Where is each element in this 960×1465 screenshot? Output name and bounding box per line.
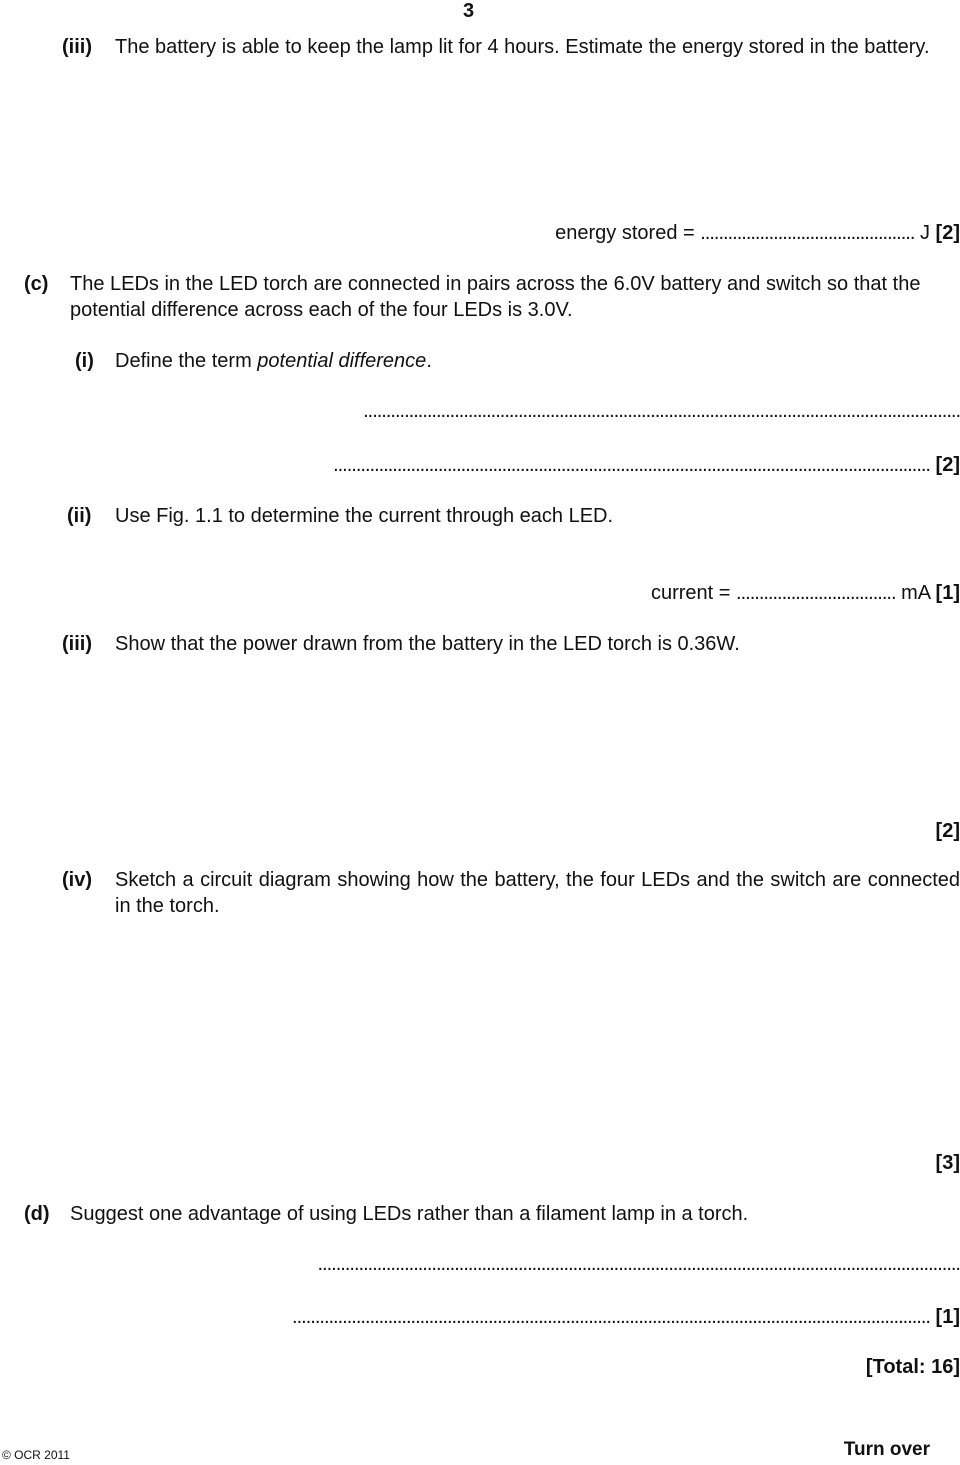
copyright: © OCR 2011 bbox=[2, 1448, 70, 1462]
answer-line-1: ................................................................................................................................... bbox=[363, 400, 960, 422]
answer-dots: ................................................................................................................................... bbox=[333, 454, 930, 476]
question-text: Suggest one advantage of using LEDs rather than a filament lamp in a torch. bbox=[70, 1203, 749, 1225]
answer-dots: ............................................................................................................................................ bbox=[292, 1306, 930, 1328]
marks: [2] bbox=[935, 222, 960, 244]
marks: [1] bbox=[935, 582, 960, 604]
answer-line-2 bbox=[115, 452, 960, 478]
question-label: (c) bbox=[24, 273, 49, 295]
answer-unit: mA bbox=[901, 582, 930, 604]
answer-dots: ................................... bbox=[736, 582, 896, 604]
answer-line bbox=[400, 580, 960, 606]
question-label: (i) bbox=[75, 350, 94, 372]
question-label: (iii) bbox=[62, 633, 92, 655]
answer-dots: ............................................... bbox=[700, 222, 915, 244]
marks: [1] bbox=[935, 1306, 960, 1328]
turn-over: Turn over bbox=[843, 1439, 930, 1460]
page-number: 3 bbox=[463, 0, 475, 22]
answer-line-2 bbox=[70, 1304, 960, 1330]
question-label: (ii) bbox=[67, 505, 92, 527]
question-label: (d) bbox=[24, 1203, 50, 1225]
total-marks: [Total: 16] bbox=[865, 1356, 960, 1378]
italic-term: potential difference bbox=[257, 350, 427, 372]
question-text: Sketch a circuit diagram showing how the battery, the four LEDs and the switch are connected in the torch. bbox=[115, 869, 960, 917]
question-text bbox=[115, 348, 432, 374]
answer-line bbox=[300, 220, 960, 246]
marks: [2] bbox=[935, 820, 960, 842]
answer-line-1: ............................................................................................................................................. bbox=[317, 1253, 960, 1275]
marks: [2] bbox=[935, 454, 960, 476]
question-label: (iv) bbox=[62, 869, 92, 891]
question-text: Show that the power drawn from the battery in the LED torch is 0.36W. bbox=[115, 633, 740, 655]
answer-prefix: energy stored = bbox=[555, 222, 695, 244]
question-text: Use Fig. 1.1 to determine the current through each LED. bbox=[115, 505, 614, 527]
text-fragment: Define the term bbox=[115, 350, 258, 372]
marks: [3] bbox=[935, 1152, 960, 1174]
question-text: The battery is able to keep the lamp lit for 4 hours. Estimate the energy stored in the battery. bbox=[115, 36, 930, 58]
question-text: The LEDs in the LED torch are connected in pairs across the 6.0V battery and switch so that the potential difference across each of the four LEDs is 3.0V. bbox=[70, 273, 921, 321]
answer-unit: J bbox=[919, 222, 930, 244]
question-label: (iii) bbox=[62, 36, 92, 58]
text-fragment: . bbox=[426, 350, 432, 372]
answer-prefix: current = bbox=[650, 582, 731, 604]
